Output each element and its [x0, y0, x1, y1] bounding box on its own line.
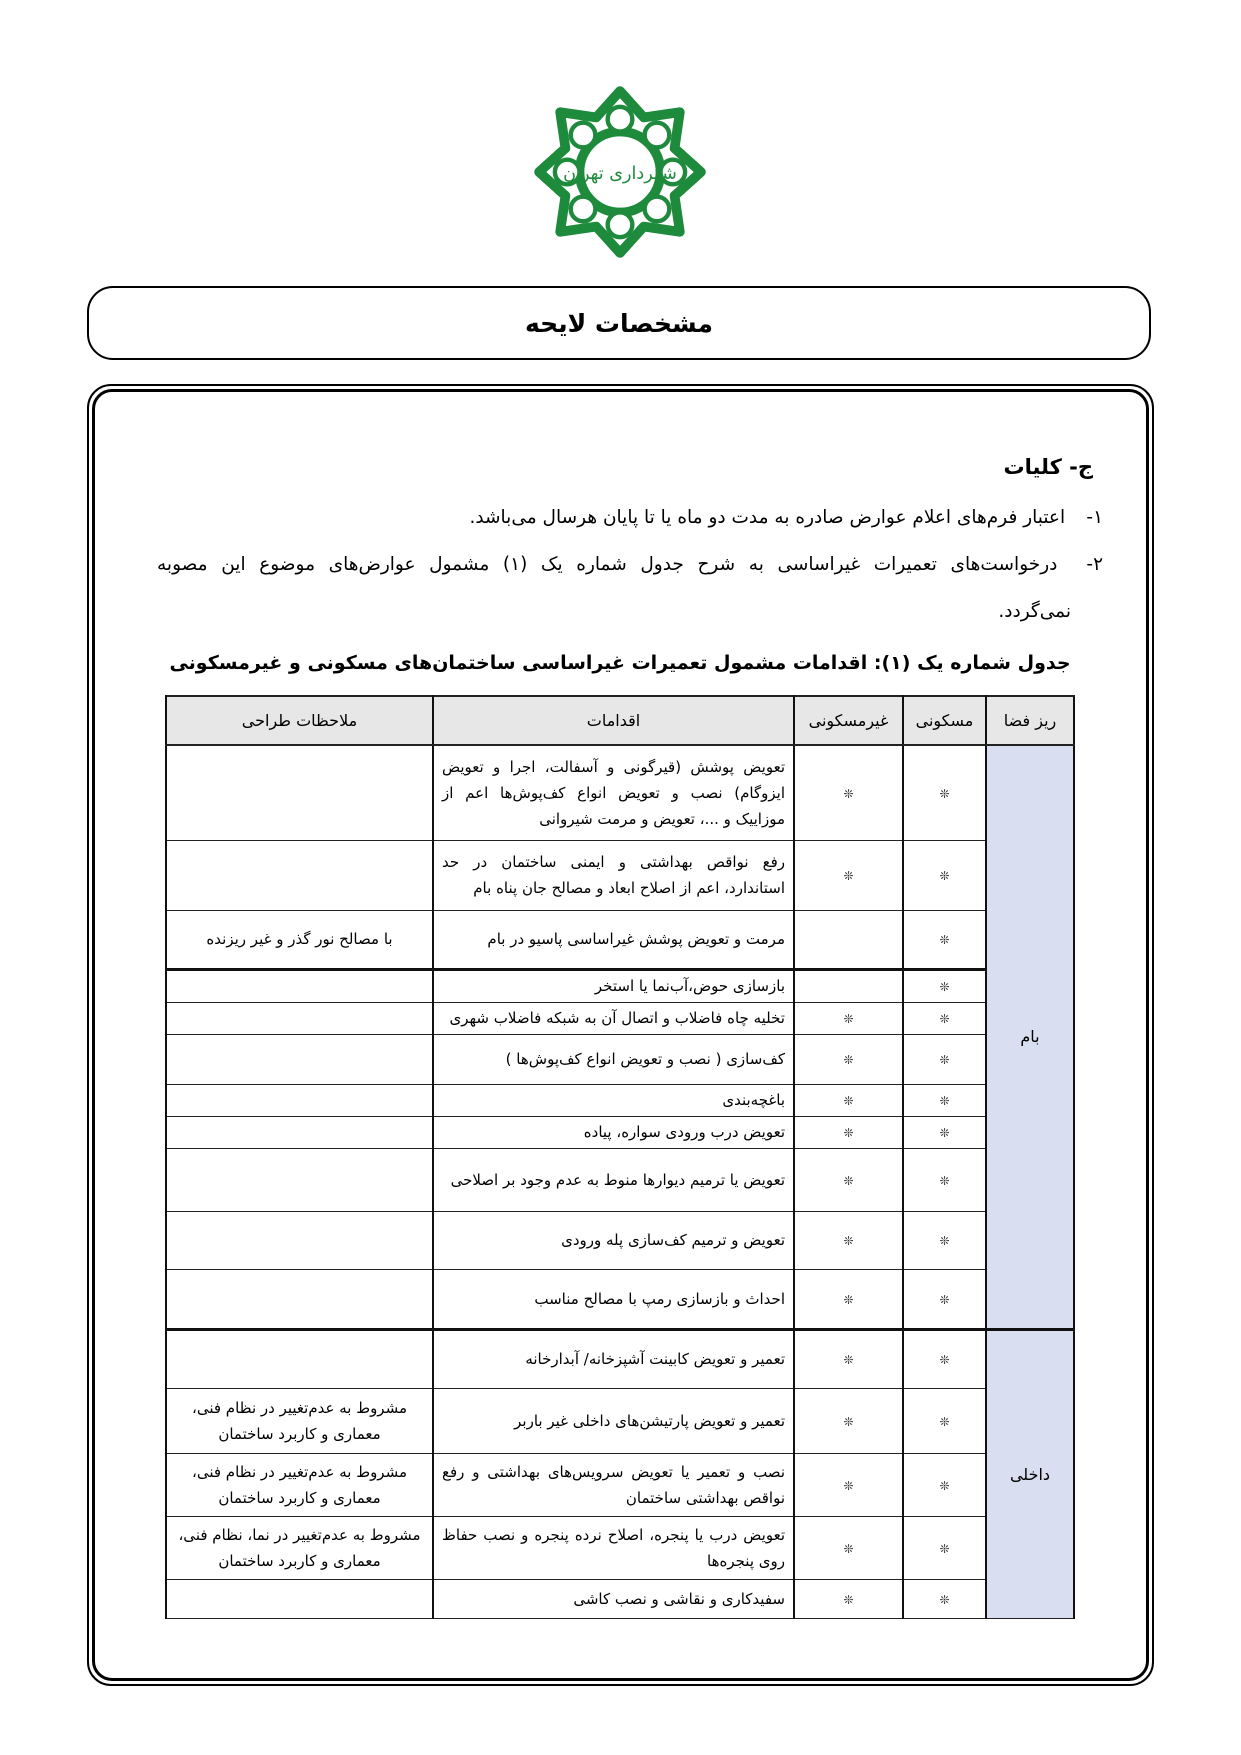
zone-cell: بام	[986, 745, 1074, 1329]
asterisk-icon: ❊	[843, 1541, 854, 1556]
table-row	[166, 745, 1074, 840]
design-note-cell	[166, 1211, 433, 1269]
header-actions: اقدامات	[433, 696, 794, 745]
residential-mark	[903, 1002, 986, 1034]
non-residential-mark	[794, 1388, 903, 1453]
asterisk-icon: ❊	[939, 786, 950, 801]
item-number: ۲-	[1086, 554, 1104, 575]
action-cell: باغچه‌بندی	[433, 1084, 794, 1116]
general-item-2-continued: نمی‌گردد.	[998, 601, 1071, 622]
non-residential-mark	[794, 910, 903, 969]
design-note-cell	[166, 1002, 433, 1034]
residential-mark	[903, 910, 986, 969]
municipality-logo	[532, 84, 708, 260]
asterisk-icon: ❊	[843, 1053, 854, 1067]
action-cell: کف‌سازی ( نصب و تعویض انواع کف‌پوش‌ها )	[433, 1034, 794, 1084]
action-cell: سفیدکاری و نقاشی و نصب کاشی	[433, 1579, 794, 1618]
asterisk-icon: ❊	[843, 1592, 854, 1607]
action-cell: تعویض درب یا پنجره، اصلاح نرده پنجره و نصب حفاظ روی پنجره‌ها	[433, 1516, 794, 1579]
action-cell: نصب و تعمیر یا تعویض سرویس‌های بهداشتی و رفع نواقص بهداشتی ساختمان	[433, 1453, 794, 1516]
non-residential-mark	[794, 1084, 903, 1116]
table-row	[166, 1329, 1074, 1388]
non-residential-mark	[794, 969, 903, 1002]
asterisk-icon: ❊	[843, 1414, 854, 1429]
page-title: مشخصات لایحه	[525, 308, 713, 338]
asterisk-icon: ❊	[939, 1053, 950, 1067]
non-residential-mark	[794, 1269, 903, 1329]
design-note-cell	[166, 1148, 433, 1211]
non-residential-mark	[794, 745, 903, 840]
design-note-cell	[166, 1579, 433, 1618]
residential-mark	[903, 1116, 986, 1148]
asterisk-icon: ❊	[939, 1414, 950, 1429]
asterisk-icon: ❊	[843, 1234, 854, 1248]
table-row	[166, 840, 1074, 910]
design-note-cell	[166, 1116, 433, 1148]
header-notes: ملاحظات طراحی	[166, 696, 433, 745]
non-residential-mark	[794, 1116, 903, 1148]
design-note-cell	[166, 840, 433, 910]
non-residential-mark	[794, 1329, 903, 1388]
residential-mark	[903, 1269, 986, 1329]
table-row	[166, 1388, 1074, 1453]
asterisk-icon: ❊	[939, 933, 950, 947]
non-residential-mark	[794, 1211, 903, 1269]
general-item-2	[157, 551, 1103, 579]
residential-mark	[903, 1453, 986, 1516]
repairs-table	[165, 695, 1075, 1619]
non-residential-mark	[794, 1453, 903, 1516]
asterisk-icon: ❊	[939, 869, 950, 883]
residential-mark	[903, 1211, 986, 1269]
table-row	[166, 1269, 1074, 1329]
action-cell: تعمیر و تعویض کابینت آشپزخانه/ آبدارخانه	[433, 1329, 794, 1388]
asterisk-icon: ❊	[939, 1012, 950, 1026]
design-note-cell	[166, 1084, 433, 1116]
table-row	[166, 1453, 1074, 1516]
asterisk-icon: ❊	[843, 1173, 854, 1188]
asterisk-icon: ❊	[939, 1234, 950, 1248]
action-cell: تعویض یا ترمیم دیوارها منوط به عدم وجود بر اصلاحی	[433, 1148, 794, 1211]
residential-mark	[903, 1034, 986, 1084]
residential-mark	[903, 969, 986, 1002]
asterisk-icon: ❊	[843, 1478, 854, 1493]
asterisk-icon: ❊	[939, 1478, 950, 1493]
header-residential: مسکونی	[903, 696, 986, 745]
tehran-municipality-logo-icon	[532, 84, 708, 260]
non-residential-mark	[794, 1516, 903, 1579]
asterisk-icon: ❊	[843, 1353, 854, 1367]
design-note-cell: مشروط به عدم‌تغییر در نما، نظام فنی، معماری و کاربرد ساختمان	[166, 1516, 433, 1579]
design-note-cell: مشروط به عدم‌تغییر در نظام فنی، معماری و کاربرد ساختمان	[166, 1453, 433, 1516]
action-cell: احداث و بازسازی رمپ با مصالح مناسب	[433, 1269, 794, 1329]
design-note-cell	[166, 1329, 433, 1388]
residential-mark	[903, 1329, 986, 1388]
residential-mark	[903, 1084, 986, 1116]
design-note-cell: با مصالح نور گذر و غیر ریزنده	[166, 910, 433, 969]
action-cell: تعمیر و تعویض پارتیشن‌های داخلی غیر باربر	[433, 1388, 794, 1453]
asterisk-icon: ❊	[843, 869, 854, 883]
action-cell: رفع نواقص بهداشتی و ایمنی ساختمان در حد استاندارد، اعم از اصلاح ابعاد و مصالح جان پناه بام	[433, 840, 794, 910]
table-row	[166, 969, 1074, 1002]
action-cell: تعویض و ترمیم کف‌سازی پله ورودی	[433, 1211, 794, 1269]
non-residential-mark	[794, 1034, 903, 1084]
asterisk-icon: ❊	[843, 1126, 854, 1140]
design-note-cell	[166, 969, 433, 1002]
asterisk-icon: ❊	[939, 1126, 950, 1140]
asterisk-icon: ❊	[843, 1292, 854, 1307]
action-cell: تعویض درب ورودی سواره، پیاده	[433, 1116, 794, 1148]
asterisk-icon: ❊	[939, 1592, 950, 1607]
non-residential-mark	[794, 1002, 903, 1034]
non-residential-mark	[794, 1148, 903, 1211]
residential-mark	[903, 840, 986, 910]
asterisk-icon: ❊	[843, 1012, 854, 1026]
asterisk-icon: ❊	[843, 1094, 854, 1108]
action-cell: تعویض پوشش (قیرگونی و آسفالت، اجرا و تعویض ایزوگام) نصب و تعویض انواع کف‌پوش‌ها اعم از موزاییک و ...، تعویض و مرمت شیروانی	[433, 745, 794, 840]
design-note-cell	[166, 1034, 433, 1084]
asterisk-icon: ❊	[939, 1292, 950, 1307]
design-note-cell: مشروط به عدم‌تغییر در نظام فنی، معماری و کاربرد ساختمان	[166, 1388, 433, 1453]
header-zone: ریز فضا	[986, 696, 1074, 745]
general-item-1	[469, 504, 1103, 532]
asterisk-icon: ❊	[939, 1173, 950, 1188]
table-row	[166, 910, 1074, 969]
residential-mark	[903, 1388, 986, 1453]
header-non-residential: غیرمسکونی	[794, 696, 903, 745]
asterisk-icon: ❊	[843, 786, 854, 801]
zone-cell: داخلی	[986, 1329, 1074, 1618]
table-row	[166, 1002, 1074, 1034]
table-row	[166, 1516, 1074, 1579]
design-note-cell	[166, 1269, 433, 1329]
table-row	[166, 1034, 1074, 1084]
residential-mark	[903, 1579, 986, 1618]
svg-text:شهرداری تهران: شهرداری تهران	[563, 164, 677, 185]
asterisk-icon: ❊	[939, 1353, 950, 1367]
section-heading: ج- کلیات	[1003, 455, 1093, 479]
table-row	[166, 1084, 1074, 1116]
design-note-cell	[166, 745, 433, 840]
asterisk-icon: ❊	[939, 1541, 950, 1556]
document-title-box	[87, 286, 1151, 360]
action-cell: مرمت و تعویض پوشش غیراساسی پاسیو در بام	[433, 910, 794, 969]
table-header-row	[166, 696, 1074, 745]
action-cell: بازسازی حوض،آب‌نما یا استخر	[433, 969, 794, 1002]
table-row	[166, 1116, 1074, 1148]
table-row	[166, 1211, 1074, 1269]
residential-mark	[903, 1148, 986, 1211]
item-text: درخواست‌های تعمیرات غیراساسی به شرح جدول شماره یک (۱) مشمول عوارض‌های موضوع این مصوبه	[157, 554, 1058, 575]
table-caption: جدول شماره یک (۱): اقدامات مشمول تعمیرات غیراساسی ساختمان‌های مسکونی و غیرمسکونی	[169, 652, 1071, 674]
item-text: اعتبار فرم‌های اعلام عوارض صادره به مدت دو ماه یا تا پایان هرسال می‌باشد.	[469, 507, 1066, 528]
residential-mark	[903, 1516, 986, 1579]
table-row	[166, 1579, 1074, 1618]
action-cell: تخلیه چاه فاضلاب و اتصال آن به شبکه فاضلاب شهری	[433, 1002, 794, 1034]
non-residential-mark	[794, 840, 903, 910]
item-number: ۱-	[1086, 507, 1103, 528]
asterisk-icon: ❊	[939, 1094, 950, 1108]
asterisk-icon: ❊	[939, 980, 950, 994]
non-residential-mark	[794, 1579, 903, 1618]
residential-mark	[903, 745, 986, 840]
table-row	[166, 1148, 1074, 1211]
